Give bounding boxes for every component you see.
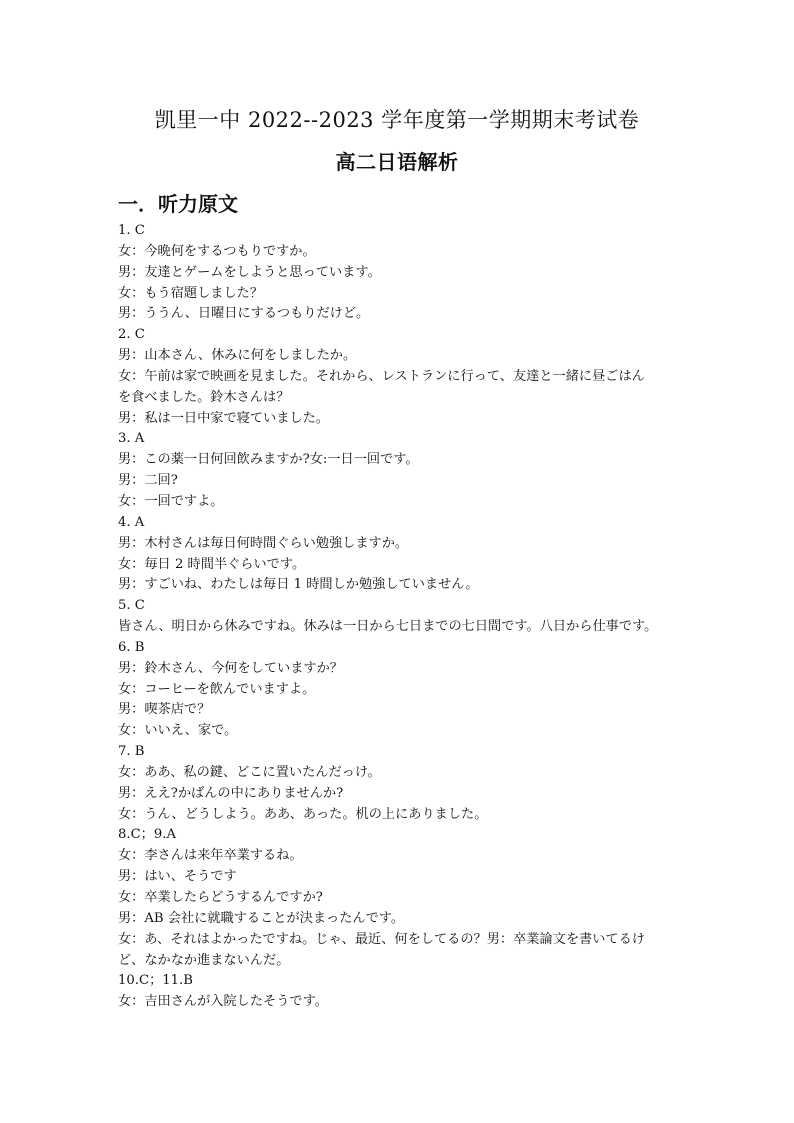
transcript-line: 女：一回ですよ。	[118, 493, 224, 509]
transcript-line: 男：鈴木さん、今何をしていますか？	[118, 660, 343, 676]
transcript-line: 男：私は一日中家で寝ていました。	[118, 410, 329, 426]
transcript-line: 10.C；11.B	[118, 973, 193, 989]
transcript-line: 男：ううん、日曜日にするつもりだけど。	[118, 306, 370, 322]
transcript-line: 7. B	[118, 744, 145, 760]
transcript-line: 女：もう宿題しました？	[118, 285, 264, 301]
transcript-line: 女：コーヒーを飲んでいますよ。	[118, 681, 316, 697]
transcript-line: 男：二回?	[118, 473, 178, 489]
transcript-line: ど、なかなか進まないんだ。	[118, 952, 290, 968]
transcript-line: 女：いいえ、家で。	[118, 723, 238, 739]
transcript-line: 女：吉田さんが入院したそうです。	[118, 994, 328, 1010]
transcript-line: 男：喫茶店で？	[118, 702, 211, 718]
transcript-line: 皆さん、明日から休みですね。休みは一日から七日までの七日間です。八日から仕事です。	[118, 619, 658, 635]
transcript-line: 男：木村さんは毎日何時間ぐらい勉強しますか。	[118, 535, 409, 551]
transcript-line: 3. A	[118, 431, 145, 447]
section-heading: 一．听力原文	[118, 192, 238, 216]
transcript-line: 2. C	[118, 327, 145, 343]
transcript-line: 男：AB 会社に就職することが決まったんです。	[118, 910, 405, 926]
transcript-line: 女：午前は家で映画を見ました。それから、レストランに行って、友達と一緒に昼ごはん	[118, 368, 645, 384]
transcript-line: 女：ああ、私の鍵、どこに置いたんだっけ。	[118, 764, 381, 780]
transcript-body	[118, 221, 684, 1013]
transcript-line: 5. C	[118, 598, 145, 614]
transcript-line: 女：あ、それはよかったですね。じゃ、最近、何をしてるの？男：卒業論文を書いてるけ	[118, 931, 645, 947]
transcript-line: 女：李さんは来年卒業するね。	[118, 848, 303, 864]
transcript-line: 8.C；9.A	[118, 827, 176, 843]
transcript-line: 女：今晩何をするつもりですか。	[118, 243, 316, 259]
transcript-line: 女：うん、どうしよう。ああ、あった。机の上にありました。	[118, 806, 488, 822]
transcript-line: 男：はい、そうです	[118, 869, 237, 885]
transcript-line: 6. B	[118, 639, 145, 655]
document-title: 凯里一中 2022--2023 学年度第一学期期末考试卷	[154, 108, 640, 132]
transcript-line: 女：卒業したらどうするんですか?	[118, 890, 323, 905]
transcript-line: 男：友達とゲームをしようと思っています。	[118, 264, 381, 280]
document-subtitle: 高二日语解析	[335, 150, 459, 174]
transcript-line: 男：山本さん、休みに何をしましたか。	[118, 348, 357, 364]
transcript-line: 男：ええ?かばんの中にありませんか?	[118, 785, 344, 801]
transcript-line: 4. A	[118, 514, 145, 530]
transcript-line: を食べました。鈴木さんは？	[118, 389, 290, 405]
transcript-line: 女：毎日 2 時間半ぐらいです。	[118, 556, 306, 572]
transcript-line: 男：すごいね、わたしは毎日 1 時間しか勉強していません。	[118, 577, 479, 593]
transcript-line: 男：この薬一日何回飲みますか?女:一日一回です。	[118, 452, 419, 468]
transcript-line: 1. C	[118, 223, 145, 238]
